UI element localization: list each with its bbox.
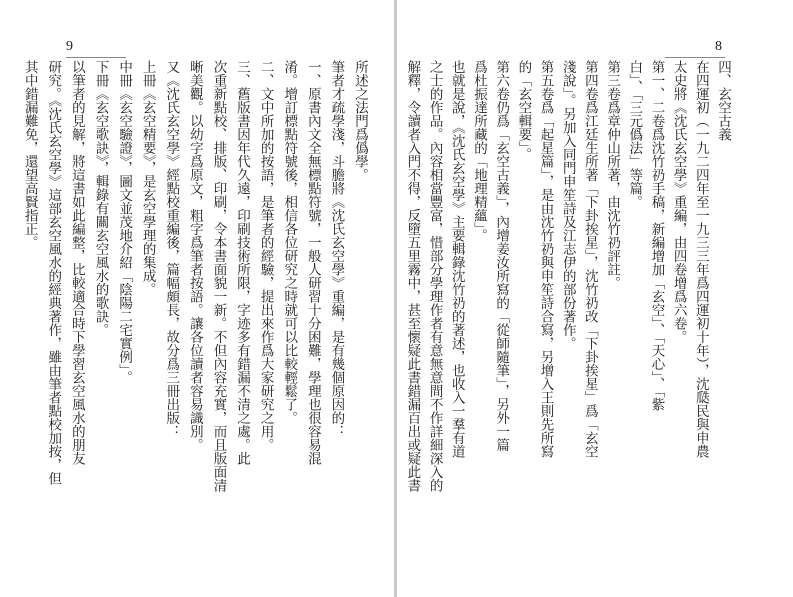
text-line: 中冊《玄空驗證》，圖文並茂地介紹「陰陽二宅實例」。 [116, 60, 133, 384]
text-line: 四、玄空古義 [715, 60, 731, 141]
text-line: 以筆者的見解，將這書如此編整，比較適合時下學習玄空風水的朋友 [68, 60, 85, 465]
text-line: 第五卷爲「起星篇」，是由沈竹礽與申笙詩合寫，另增入王則先所寫 [537, 60, 554, 459]
text-line: 所述之法門爲僞學。 [352, 60, 368, 182]
text-line: 白」、「三元僞法」等篇。 [626, 60, 643, 209]
text-line: 第一、二卷爲沈竹礽手稿，新編增加「玄空」、「天心」、「紫 [648, 60, 665, 411]
text-line: 又《沈氏玄空學》經點校重編後，篇幅頗長，故分爲三冊出版： [163, 60, 180, 438]
text-line: 晰美觀。以幼字爲原文，粗字爲筆者按語。讓各位讀者容易識別。 [186, 60, 203, 452]
left-page [0, 0, 394, 597]
text-line: 爲杜振達所藏的「地理精蘊」。 [470, 60, 487, 243]
text-line: 其中錯漏難免，還望高賢指正。 [21, 60, 38, 249]
text-line: 在四運初（一九二四年至一九三三年爲四運初十年），沈瓞民與申農 [692, 60, 709, 459]
text-line: 淆。增訂標點符號後，相信各位研究之時就可以比較輕鬆了。 [281, 60, 298, 425]
text-line: 第六卷仍爲「玄空古義」，內增姜汝所寫的「從師隨筆」，另外一篇 [493, 60, 510, 452]
text-line: 的「玄空輯要」。 [515, 60, 532, 162]
text-line: 筆者才疏學淺，斗膽將《沈氏玄空學》重編，是有幾個原因的： [328, 60, 345, 438]
text-line: 研究。《沈氏玄空學》這部玄空風水的經典著作，雖由筆者點校加按，但 [45, 60, 62, 486]
text-line: 之士的作品。內容相當豐富，惜部分學理作者有意無意間不作詳細深入的 [426, 60, 443, 492]
text-line: 解釋，令讀者入門不得，反墮五里霧中，甚至懷疑此書錯漏百出或疑此書 [404, 60, 421, 492]
text-line: 太史將《沈氏玄空學》重編，由四卷增爲六卷。 [670, 60, 687, 344]
text-line: 次重新點校、排版、印刷，令本書面貌一新。不但內容充實，而且版面清 [210, 60, 227, 492]
page-number-right: 8 [715, 39, 722, 54]
left-page-text [16, 60, 370, 575]
text-line: 三、舊版書因年代久遠，印刷技術所限，字迹多有錯漏不清之處。此 [234, 60, 251, 465]
right-page [397, 0, 793, 597]
right-page-text [400, 60, 733, 575]
text-line: 下冊《玄空歌訣》，輯錄有關玄空風水的歌訣。 [92, 60, 109, 337]
text-line: 第四卷爲江廷生所著「下卦挨星」，沈竹礽改「下卦挨星」爲「玄空 [581, 60, 598, 459]
text-line: 也就是說，《沈氏玄空學》主要輯錄沈竹礽的著述，也收入一羣有道 [448, 60, 465, 459]
header-rule-right [665, 57, 725, 58]
header-rule-left [66, 57, 126, 58]
text-line: 淺說」。另加入同門申笙詩及江志伊的部份著作。 [559, 60, 576, 351]
text-line: 二、文中所加的按語，是筆者的經驗，提出來作爲大家研究之用。 [257, 60, 274, 452]
text-line: 一、原書內文全無標點符號，一般人研習十分困難，學理也很容易混 [304, 60, 321, 465]
text-line: 第三卷爲章仲山所著，由沈竹礽評註。 [604, 60, 621, 290]
page-number-left: 9 [66, 39, 73, 54]
text-line: 上冊《玄空精要》，是玄空學理的集成。 [139, 60, 156, 297]
